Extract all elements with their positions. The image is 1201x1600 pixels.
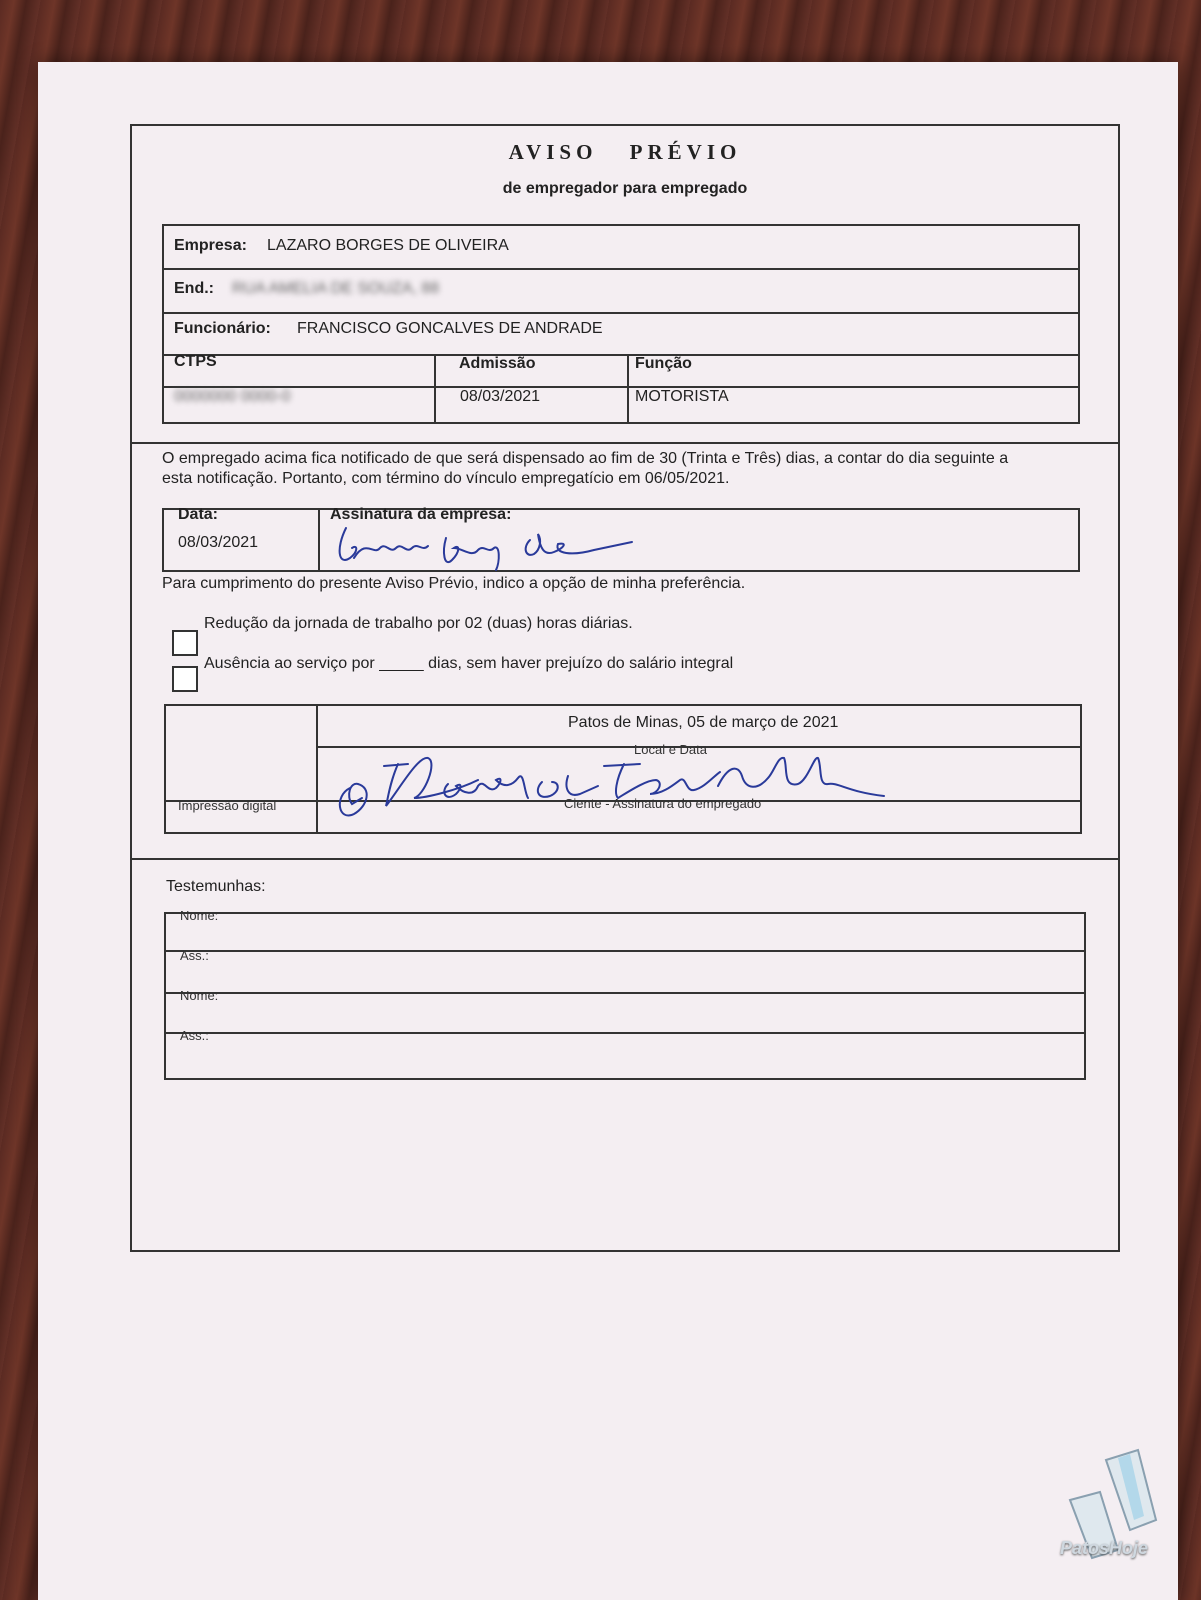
ctps-label: CTPS [174, 353, 217, 370]
company-signature [332, 518, 652, 578]
ciente-label: Ciente - Assinatura do empregado [564, 796, 762, 811]
table-divider [434, 354, 436, 422]
table-divider [162, 354, 1078, 356]
notice-line-2: esta notificação. Portanto, com término do vínculo empregatício em 06/05/2021. [162, 470, 730, 487]
empresa-value: LAZARO BORGES DE OLIVEIRA [267, 237, 509, 254]
witness-1-name-label: Nome: [180, 908, 219, 923]
document-title: AVISO PRÉVIO [508, 140, 742, 164]
option-2-label: Ausência ao serviço por _____ dias, sem haver prejuízo do salário integral [204, 655, 734, 672]
witnesses-table [164, 912, 1086, 1080]
testemunhas-label: Testemunhas: [166, 878, 266, 895]
table-divider [627, 354, 629, 422]
employee-signature [328, 736, 898, 826]
option-1-checkbox[interactable] [172, 630, 198, 656]
end-value-redacted: RUA AMELIA DE SOUZA, 88 [232, 280, 440, 297]
place-date-value: Patos de Minas, 05 de março de 2021 [568, 714, 839, 731]
table-divider [162, 312, 1078, 314]
options-intro: Para cumprimento do presente Aviso Prévio, indico a opção de minha preferência. [162, 575, 746, 592]
data-value: 08/03/2021 [178, 534, 259, 551]
table-divider [318, 508, 320, 570]
table-divider [316, 704, 318, 832]
end-label: End.: [174, 280, 214, 297]
admissao-value: 08/03/2021 [460, 388, 541, 405]
funcionario-label: Funcionário: [174, 320, 271, 337]
paper-sheet [38, 62, 1178, 1600]
funcao-value: MOTORISTA [635, 388, 729, 405]
funcionario-value: FRANCISCO GONCALVES DE ANDRADE [297, 320, 603, 337]
local-data-label: Local e Data [634, 742, 707, 757]
document-frame [130, 124, 1120, 1252]
table-divider [162, 386, 1078, 388]
option-2-checkbox[interactable] [172, 666, 198, 692]
watermark-text: PatosHoje [1060, 1538, 1149, 1558]
section-divider [132, 858, 1118, 860]
option-1-label: Redução da jornada de trabalho por 02 (duas) horas diárias. [204, 615, 633, 632]
witness-1-signature-label: Ass.: [180, 948, 209, 963]
data-label: Data: [178, 506, 219, 523]
table-divider [164, 950, 1084, 952]
witness-2-name-label: Nome: [180, 988, 219, 1003]
table-divider [164, 992, 1084, 994]
funcao-label: Função [635, 355, 692, 372]
document-subtitle: de empregador para empregado [502, 180, 748, 197]
empresa-label: Empresa: [174, 237, 247, 254]
table-divider [164, 1032, 1084, 1034]
impressao-digital-label: Impressão digital [178, 798, 277, 813]
ctps-value-redacted: 0000000 0000-0 [174, 388, 291, 405]
notice-line-1: O empregado acima fica notificado de que será dispensado ao fim de 30 (Trinta e Três) dias, a contar do dia seguinte a [162, 450, 1009, 467]
table-divider [162, 268, 1078, 270]
admissao-label: Admissão [459, 355, 536, 372]
section-divider [132, 442, 1118, 444]
assinatura-empresa-label: Assinatura da empresa: [330, 506, 512, 523]
witness-2-signature-label: Ass.: [180, 1028, 209, 1043]
